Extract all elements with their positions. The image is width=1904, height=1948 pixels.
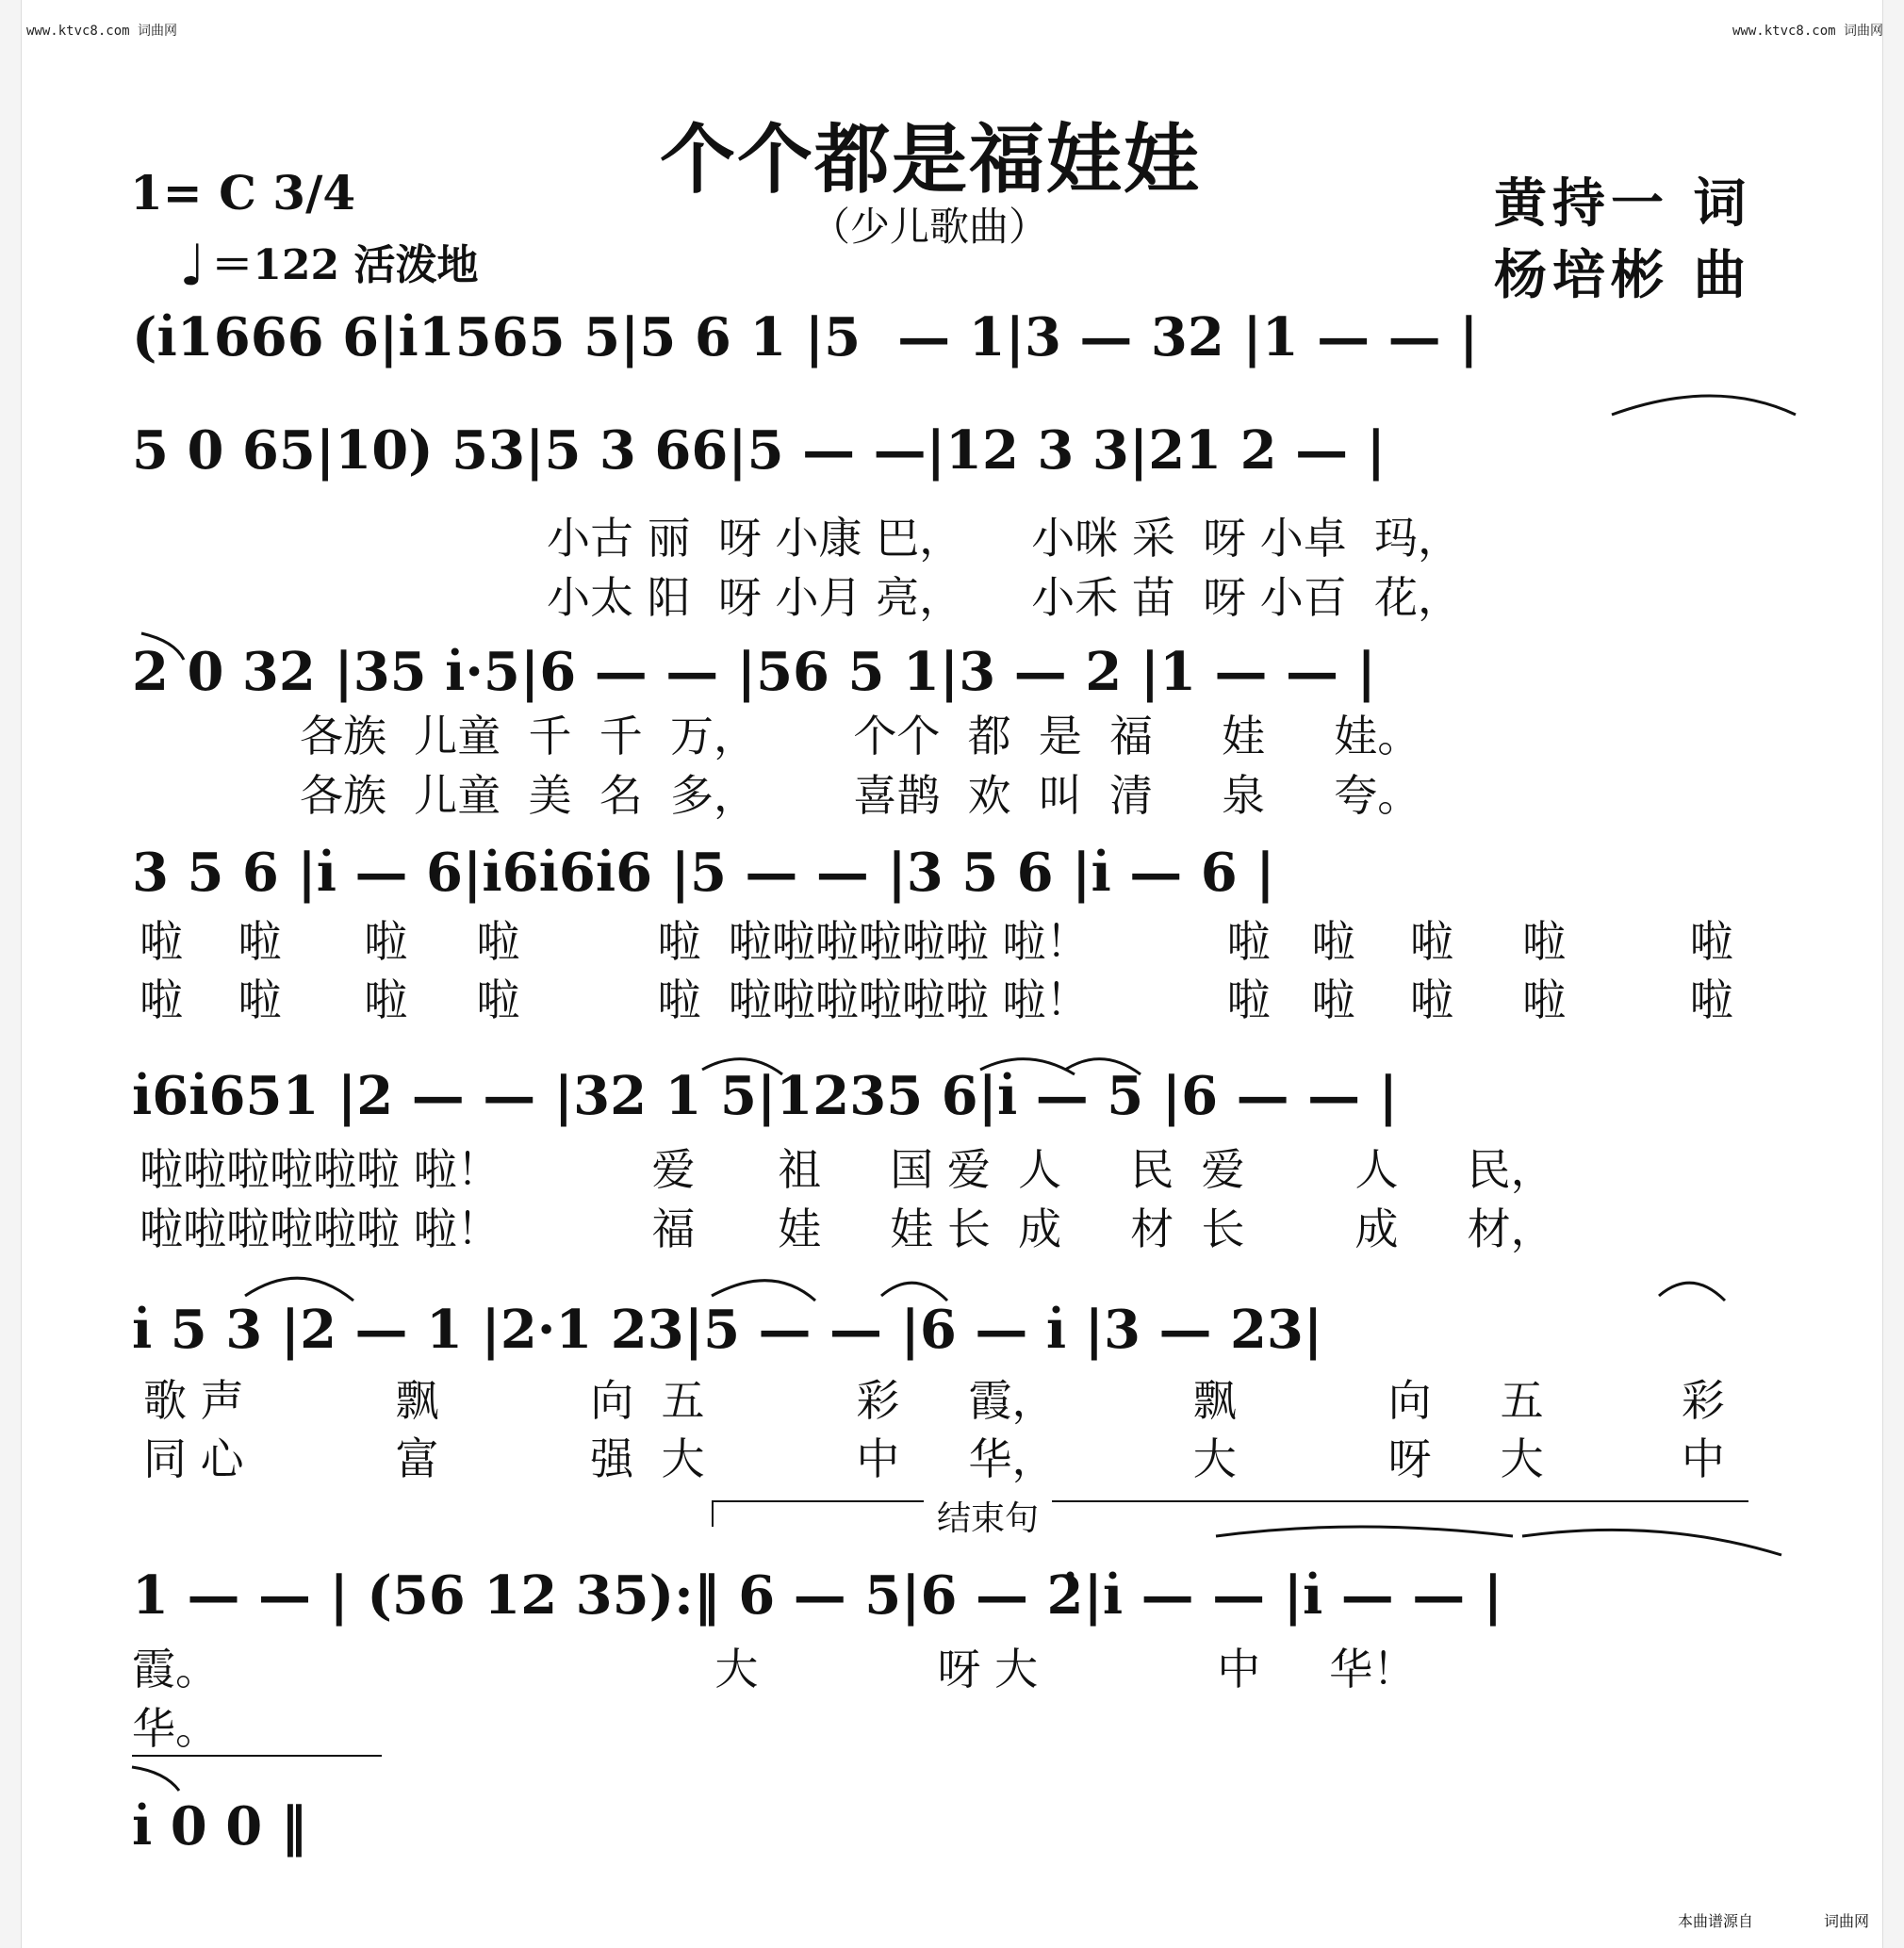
- slur-arc: [1659, 1283, 1725, 1301]
- lyric-line: 同 心 富 强 大 中 华， 大 呀 大 中: [143, 1433, 1725, 1484]
- notation-row: i̇6i̇651 |2 — — |32 1 5|1235 6|i̇ — 5 |6 — — |: [132, 1065, 1398, 1127]
- notation-row: 2 0 32 |35 i̇·5|6 — — |56 5 1|3 — 2 |1 — — |: [132, 641, 1376, 703]
- notation-row: (i̇1666 6|i̇1565 5|5 6 1 |5 — 1|3 — 32 |1 — — |: [132, 306, 1479, 368]
- ending-label: 结束句: [924, 1492, 1052, 1540]
- slur-arc: [1065, 1059, 1141, 1074]
- slur-arc: [132, 1767, 179, 1791]
- notation-row: 3 5 6 |i̇ — 6|i̇6i̇6i̇6 |5 — — |3 5 6 |i̇ — 6 |: [132, 842, 1275, 904]
- footer-source: 本曲谱源自: [1678, 1914, 1754, 1930]
- lyric-line: 华。: [132, 1703, 219, 1754]
- lyric-line: 歌 声 飘 向 五 彩 霞， 飘 向 五 彩: [143, 1375, 1725, 1426]
- watermark-right: www.ktvc8.com 词曲网: [1732, 24, 1884, 39]
- slur-arc: [1522, 1530, 1781, 1555]
- lyric-line: 霞。 大 呀 大 中 华！: [132, 1644, 1417, 1694]
- lyric-line: 小古 丽 呀 小康 巴， 小咪 采 呀 小卓 玛，: [547, 513, 1461, 564]
- footer-site-link[interactable]: 词曲网: [1824, 1914, 1870, 1930]
- key-signature: 1= C 3/4: [130, 165, 356, 221]
- lyric-line: 啦 啦 啦 啦 啦 啦啦啦啦啦啦 啦！ 啦 啦 啦 啦 啦: [140, 916, 1733, 967]
- lyric-line: 各族 儿童 美 名 多， 喜鹊 欢 叫 清 泉 夸。: [300, 770, 1421, 821]
- song-title: 个个都是福娃娃: [660, 115, 1201, 204]
- notation-row: i̇ 0 0 ‖: [132, 1795, 307, 1858]
- notation-row: i̇ 5 3 |2 — 1 |2·1 23|5 — — |6 — i̇ |3 — 23|: [132, 1299, 1323, 1361]
- slur-arc: [1612, 396, 1796, 415]
- lyricist-credit: 黄持一 词: [1494, 172, 1752, 235]
- quarter-note-icon: ♩: [179, 233, 206, 299]
- slur-arc: [702, 1059, 782, 1074]
- slur-arc: [141, 633, 184, 660]
- notation-row: 5 0 65|10) 53|5 3 66|5 — —|12 3 3|21 2 — |: [132, 419, 1386, 482]
- slur-arc: [980, 1059, 1075, 1074]
- slur-arc: [881, 1283, 947, 1301]
- slur-arc: [1216, 1527, 1513, 1536]
- lyric-line: 各族 儿童 千 千 万， 个个 都 是 福 娃 娃。: [300, 711, 1421, 761]
- lyric-line: 啦啦啦啦啦啦 啦！ 福 娃 娃 长 成 材 长 成 材，: [140, 1203, 1554, 1254]
- slur-arc: [245, 1278, 353, 1301]
- composer-credit: 杨培彬 曲: [1494, 244, 1752, 306]
- lyric-line: 小太 阳 呀 小月 亮， 小禾 苗 呀 小百 花，: [547, 572, 1461, 623]
- slur-arc: [712, 1281, 815, 1301]
- lyric-line: 啦 啦 啦 啦 啦 啦啦啦啦啦啦 啦！ 啦 啦 啦 啦 啦: [140, 974, 1733, 1025]
- tempo-text: ＝122 活泼地: [211, 241, 479, 289]
- notation-row: 1 — — | (56 12 35):‖ 6 — 5|6 — 2̇|i̇ — — |i̇ — — |: [132, 1564, 1503, 1627]
- song-subtitle: （少儿歌曲）: [811, 204, 1049, 250]
- lyric-line: 啦啦啦啦啦啦 啦！ 爱 祖 国 爱 人 民 爱 人 民，: [140, 1144, 1554, 1195]
- watermark-left: www.ktvc8.com 词曲网: [26, 24, 178, 39]
